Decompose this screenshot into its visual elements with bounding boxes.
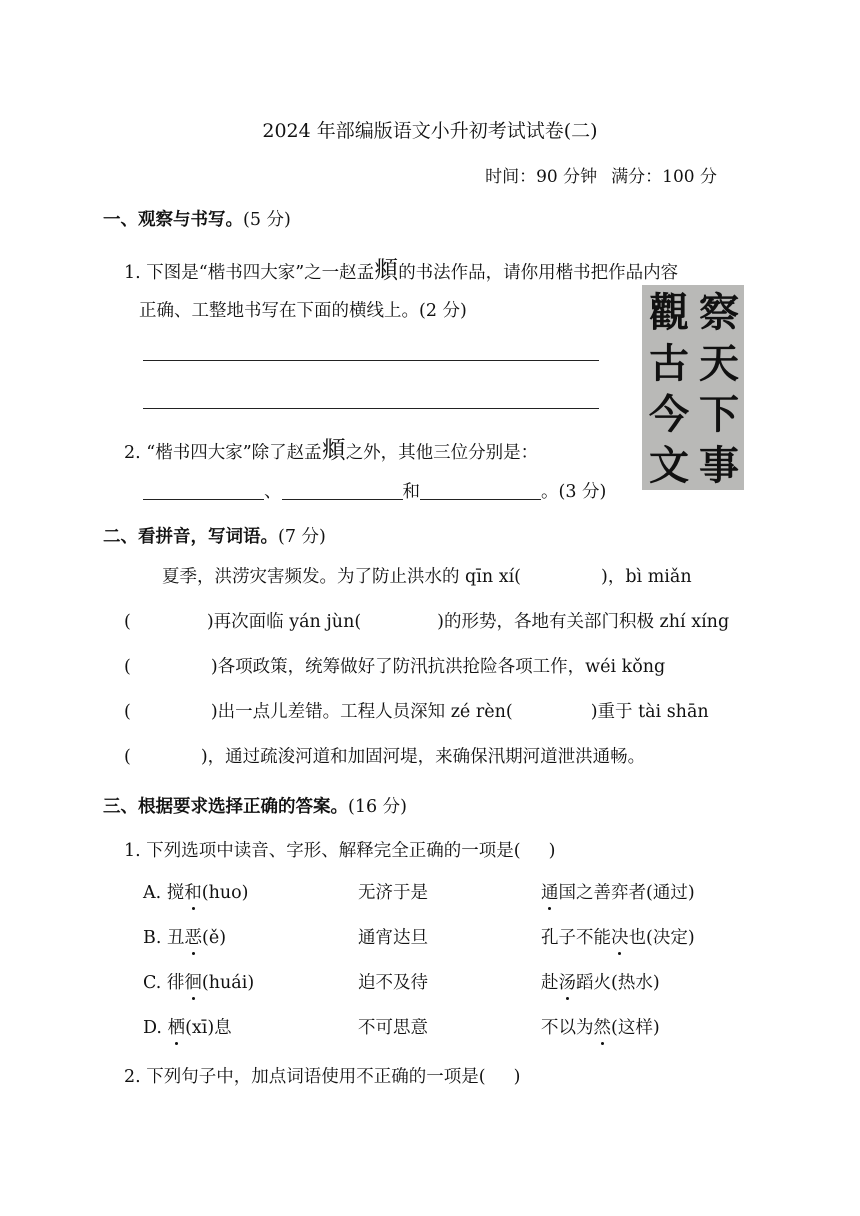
calligraphy-left-column	[644, 287, 694, 491]
passage-row: 夏季，洪涝灾害频发。为了防止洪水的 qīn xí( )，bì miǎn	[162, 567, 692, 587]
s1-question-2-blanks: 、 和 。(3 分)	[143, 478, 606, 503]
question-number: 2.	[124, 1067, 141, 1087]
passage-row: ( )出一点儿差错。工程人员深知 zé rèn( )重于 tài shān	[124, 702, 709, 722]
s1-question-1: 1. 下图是“楷书四大家”之一赵孟頫的书法作品，请你用楷书把作品内容	[124, 256, 679, 284]
question-number: 2.	[124, 443, 141, 463]
dotted-char: 通	[541, 879, 559, 904]
answer-blank-1[interactable]	[143, 481, 264, 500]
emphasized-char: 頫	[374, 256, 399, 284]
calligraphy-char: 文	[649, 442, 689, 489]
question-number: 1.	[124, 263, 141, 283]
section-3-heading: 三、根据要求选择正确的答案。(16 分)	[103, 797, 407, 817]
pinyin-passage	[124, 555, 760, 780]
answer-blank-3[interactable]	[420, 481, 541, 500]
calligraphy-char: 事	[699, 442, 739, 489]
section-1-heading: 一、观察与书写。(5 分)	[103, 210, 291, 230]
question-number: 1.	[124, 841, 141, 861]
dotted-char: 和	[184, 879, 202, 904]
dotted-char: 汤	[559, 969, 577, 994]
dotted-char: 然	[594, 1014, 612, 1039]
dotted-char: 栖	[168, 1014, 186, 1039]
passage-row: ( )再次面临 yán jùn( )的形势，各地有关部门积极 zhí xíng	[124, 612, 730, 632]
calligraphy-char: 下	[699, 391, 739, 438]
dotted-char: 徊	[184, 969, 202, 994]
passage-row: ( )各项政策，统筹做好了防汛抗洪抢险各项工作，wéi kǒng	[124, 657, 666, 677]
dotted-char: 恶	[185, 924, 203, 949]
page-title: 2024 年部编版语文小升初考试试卷(二)	[262, 120, 598, 142]
s1-question-2: 2. “楷书四大家”除了赵孟頫之外，其他三位分别是：	[124, 436, 539, 464]
dotted-char: 决	[611, 924, 629, 949]
calligraphy-char: 觀	[649, 289, 689, 336]
passage-row: ( )，通过疏浚河道和加固河堤，来确保汛期河道泄洪通畅。	[124, 747, 646, 767]
answer-line-2[interactable]	[143, 408, 599, 409]
answer-blank-2[interactable]	[282, 481, 403, 500]
calligraphy-right-column	[694, 287, 744, 491]
calligraphy-char: 古	[649, 340, 689, 387]
exam-meta	[471, 162, 717, 187]
exam-time: 时间：90 分钟	[485, 167, 598, 187]
s1-question-1-line2: 正确、工整地书写在下面的横线上。(2 分)	[139, 301, 467, 321]
s3-question-2: 2. 下列句子中，加点词语使用不正确的一项是( )	[124, 1067, 521, 1087]
emphasized-char: 頫	[321, 436, 346, 464]
s3-question-1: 1. 下列选项中读音、字形、解释完全正确的一项是( )	[124, 841, 556, 861]
calligraphy-char: 天	[699, 340, 739, 387]
calligraphy-char: 察	[699, 289, 739, 336]
calligraphy-image	[642, 285, 744, 490]
section-2-heading: 二、看拼音，写词语。(7 分)	[103, 527, 326, 547]
exam-full-score: 满分：100 分	[611, 167, 717, 187]
answer-line-1[interactable]	[143, 360, 599, 361]
calligraphy-char: 今	[649, 391, 689, 438]
